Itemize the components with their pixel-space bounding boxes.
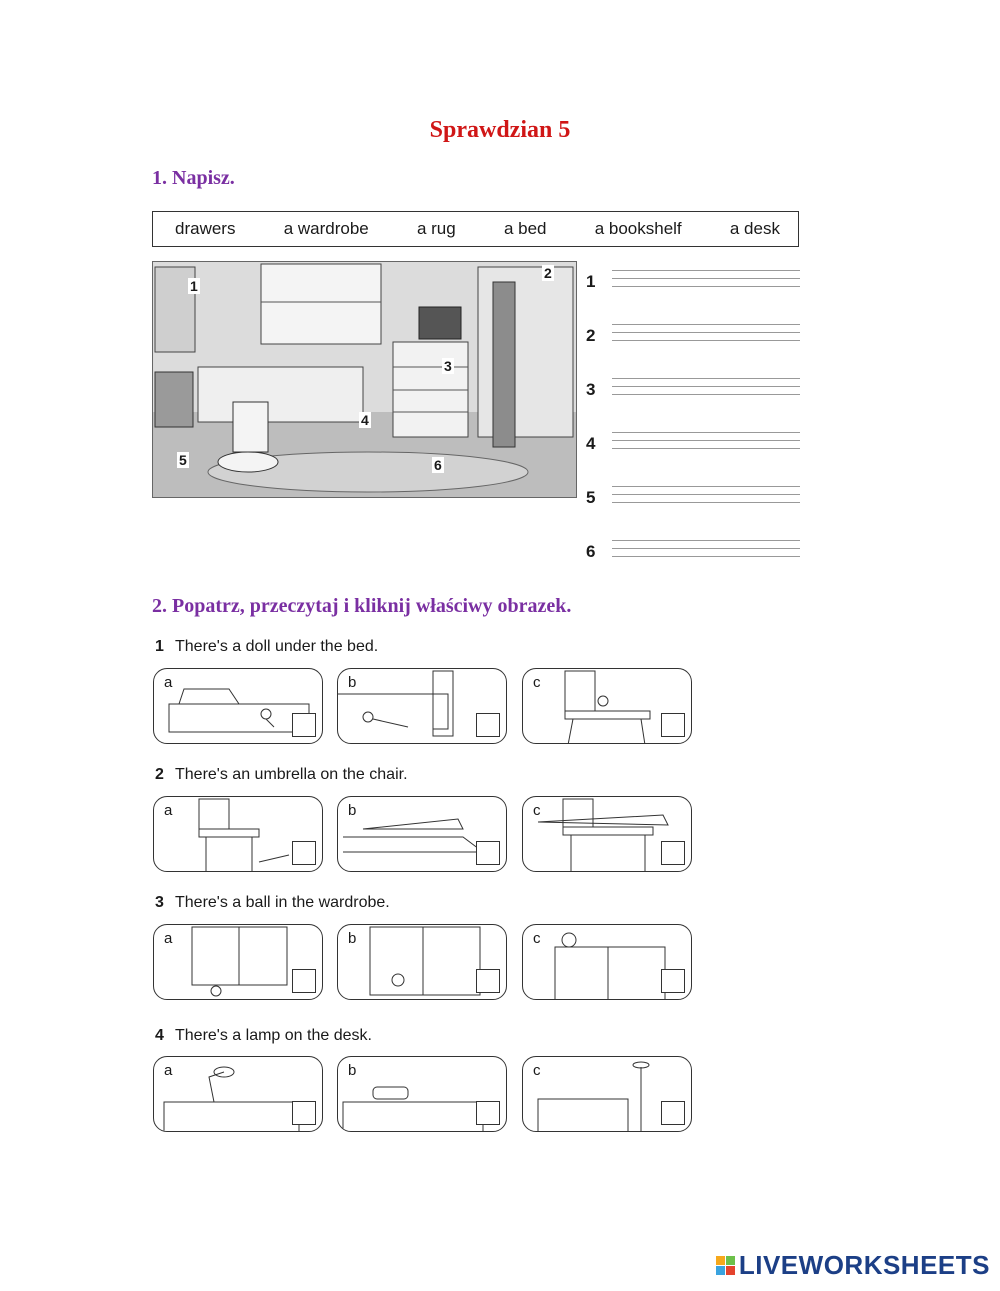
page-title: Sprawdzian 5 — [429, 117, 571, 143]
answer-checkbox[interactable] — [476, 1101, 500, 1125]
word-bank-item: drawers — [175, 219, 236, 238]
answer-checkbox[interactable] — [476, 841, 500, 865]
exercise-2-heading: 2. Popatrz, przeczytaj i kliknij właściwy obrazek. — [152, 595, 572, 617]
q1-option-c[interactable] — [522, 668, 692, 744]
answer-checkbox[interactable] — [661, 713, 685, 737]
answer-lines[interactable] — [612, 432, 800, 456]
picture-label-1: 1 — [190, 278, 198, 294]
picture-label-4: 4 — [361, 412, 369, 428]
answer-row[interactable] — [586, 268, 800, 298]
question-number: 3 — [155, 894, 164, 911]
answer-number: 6 — [586, 542, 596, 561]
answer-lines[interactable] — [612, 540, 800, 564]
answer-row[interactable] — [586, 376, 800, 406]
question-text: There's a doll under the bed. — [175, 638, 379, 655]
question-3 — [155, 894, 390, 912]
question-2 — [155, 766, 408, 784]
answer-number: 2 — [586, 326, 596, 345]
question-number: 4 — [155, 1027, 164, 1044]
q1-option-a[interactable] — [153, 668, 323, 744]
option-letter: c — [533, 1062, 541, 1079]
brand-name: LIVEWORKSHEETS — [738, 1250, 990, 1280]
answer-checkbox[interactable] — [661, 969, 685, 993]
q3-option-b[interactable] — [337, 924, 507, 1000]
q4-option-a[interactable] — [153, 1056, 323, 1132]
exercise-1-heading: 1. Napisz. — [152, 167, 235, 189]
question-4 — [155, 1027, 372, 1045]
answer-lines[interactable] — [612, 324, 800, 348]
option-letter: c — [533, 930, 541, 947]
answer-checkbox[interactable] — [292, 713, 316, 737]
word-bank-item: a desk — [729, 219, 780, 238]
picture-label-2: 2 — [544, 265, 552, 281]
word-bank-item: a wardrobe — [283, 219, 369, 238]
answer-number: 4 — [586, 434, 596, 453]
answer-row[interactable] — [586, 322, 800, 352]
picture-label-3: 3 — [444, 358, 452, 374]
answer-lines[interactable] — [612, 378, 800, 402]
word-bank-item: a bookshelf — [594, 219, 682, 238]
option-letter: a — [164, 1062, 173, 1079]
q3-option-a[interactable] — [153, 924, 323, 1000]
answer-checkbox[interactable] — [661, 841, 685, 865]
question-text: There's a lamp on the desk. — [175, 1027, 372, 1044]
option-letter: c — [533, 802, 541, 819]
picture-label-5: 5 — [179, 452, 187, 468]
q4-option-c[interactable] — [522, 1056, 692, 1132]
answer-lines[interactable] — [612, 486, 800, 510]
q2-option-c[interactable] — [522, 796, 692, 872]
bedroom-illustration — [152, 261, 577, 498]
word-bank-item: a bed — [503, 219, 547, 238]
picture-label-6: 6 — [434, 457, 442, 473]
answer-checkbox[interactable] — [661, 1101, 685, 1125]
option-letter: c — [533, 674, 541, 691]
answer-checkbox[interactable] — [292, 969, 316, 993]
option-letter: b — [348, 802, 357, 819]
brand-icon — [716, 1256, 735, 1275]
q1-option-b[interactable] — [337, 668, 507, 744]
answer-checkbox[interactable] — [476, 969, 500, 993]
answer-number: 5 — [586, 488, 596, 507]
answer-row[interactable] — [586, 538, 800, 568]
q2-option-b[interactable] — [337, 796, 507, 872]
word-bank-item: a rug — [416, 219, 456, 238]
answer-number: 1 — [586, 272, 596, 291]
answer-checkbox[interactable] — [292, 1101, 316, 1125]
answer-checkbox[interactable] — [476, 713, 500, 737]
question-number: 2 — [155, 766, 164, 783]
q4-option-b[interactable] — [337, 1056, 507, 1132]
option-letter: a — [164, 930, 173, 947]
question-number: 1 — [155, 638, 164, 655]
q3-option-c[interactable] — [522, 924, 692, 1000]
answer-number: 3 — [586, 380, 596, 399]
word-bank — [152, 211, 799, 247]
q2-option-a[interactable] — [153, 796, 323, 872]
option-letter: b — [348, 1062, 357, 1079]
question-text: There's an umbrella on the chair. — [175, 766, 408, 783]
option-letter: b — [348, 930, 357, 947]
answer-lines[interactable] — [612, 270, 800, 294]
question-1 — [155, 638, 378, 656]
option-letter: b — [348, 674, 357, 691]
answer-row[interactable] — [586, 484, 800, 514]
answer-checkbox[interactable] — [292, 841, 316, 865]
question-text: There's a ball in the wardrobe. — [175, 894, 390, 911]
answer-row[interactable] — [586, 430, 800, 460]
bedroom-drawing — [153, 262, 577, 498]
liveworksheets-logo — [716, 1250, 990, 1281]
option-letter: a — [164, 674, 173, 691]
option-letter: a — [164, 802, 173, 819]
